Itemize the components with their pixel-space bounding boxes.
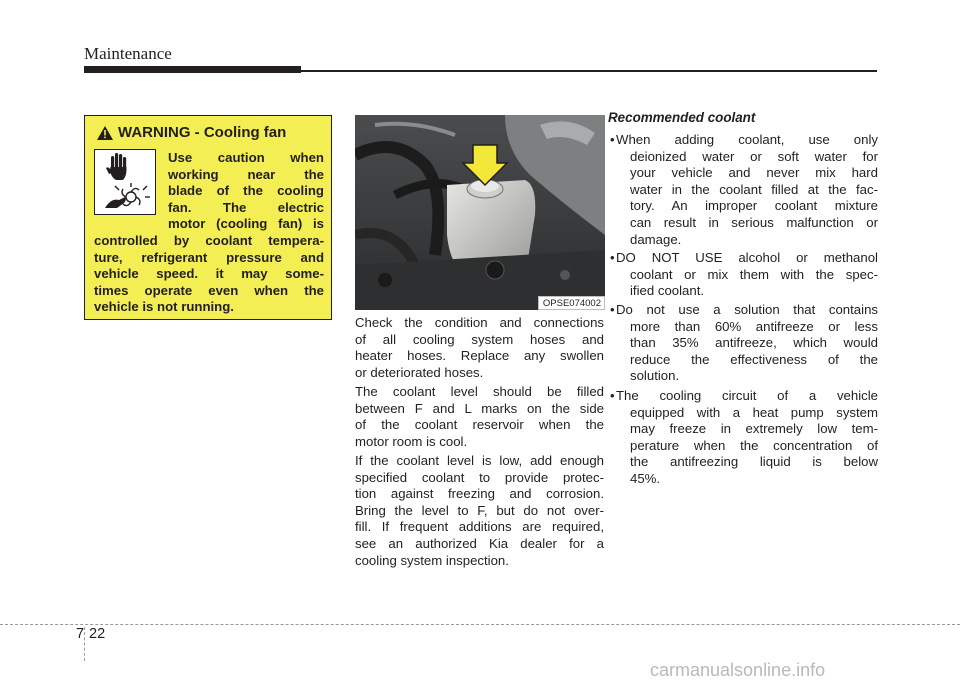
warning-text-line: controlled by coolant tempera- [94,233,324,248]
text-line: The coolant level should be filled [355,384,604,399]
text-line: can result in serious malfunction or [630,214,878,230]
header-rule-thin [301,70,877,72]
text-line: deionized water or soft water for [630,148,878,164]
text-line: tory. An improper coolant mixture [630,198,878,214]
bullet-dot: • [610,302,615,317]
warning-header [85,116,331,146]
warning-text-line: blade of the cooling [168,183,324,199]
header-rule-thick [84,66,301,73]
text-line: see an authorized Kia dealer for a [355,535,604,551]
warning-text-line: fan. The electric [168,199,324,215]
footer-rule [0,624,960,625]
chapter-number: 7 [76,626,85,642]
photo-label: OPSE074002 [538,296,605,310]
text-line: If the coolant level is low, add enough [355,453,604,468]
text-line: Do not use a solution that contains [616,302,878,317]
bullet-dot: • [610,132,615,147]
text-line: perature when the concentration of [630,437,878,453]
section-title: Recommended coolant [608,110,756,125]
warning-text-line: working near the [168,166,324,182]
warning-text-line: Use caution when [168,150,324,165]
body-paragraph [355,453,604,569]
bullet-dot: • [610,388,615,403]
text-line: more than 60% antifreeze or less [630,318,878,334]
text-line: than 35% antifreeze, which would [630,335,878,351]
text-line: The cooling circuit of a vehicle [616,388,878,403]
text-line: fill. If frequent additions are required, [355,519,604,535]
text-line: between F and L marks on the side [355,400,604,416]
body-paragraph [355,315,604,381]
text-line: your vehicle and never mix hard [630,165,878,181]
body-paragraph [355,384,604,450]
warning-text-line: times operate even when the [94,282,324,298]
text-line: equipped with a heat pump system [630,404,878,420]
text-line: may freeze in extremely low tem- [630,421,878,437]
text-line: cooling system inspection. [355,552,509,568]
text-line: tion against freezing and corrosion. [355,486,604,502]
warning-title: WARNING - Cooling fan [118,124,287,141]
warning-icon-box [94,149,156,215]
hand-stop-and-fan-icon [95,150,154,213]
warning-text-line: motor (cooling fan) is [168,216,324,232]
header-title: Maintenance [84,44,172,63]
text-line: coolant or mix them with the spec- [630,266,878,282]
warning-box [84,115,332,320]
engine-coolant-reservoir-photo [355,115,605,310]
warning-text-line: ture, refrigerant pressure and [94,249,324,265]
warning-text-line: vehicle is not running. [94,299,234,315]
text-line: Check the condition and connections [355,315,604,330]
text-line: motor room is cool. [355,433,468,449]
text-line: reduce the effectiveness of the [630,351,878,367]
text-line: ified coolant. [630,283,705,299]
text-line: Bring the level to F, but do not over- [355,502,604,518]
text-line: DO NOT USE alcohol or methanol [616,250,878,265]
text-line: solution. [630,368,680,384]
footer-divider [84,627,86,661]
warning-triangle-icon [96,125,114,141]
bullet-dot: • [610,250,615,265]
text-line: of all cooling system hoses and [355,331,604,347]
text-line: water in the coolant filled at the fac- [630,181,878,197]
text-line: 45%. [630,470,661,486]
text-line: or deteriorated hoses. [355,364,484,380]
text-line: heater hoses. Replace any swollen [355,348,604,364]
text-line: specified coolant to provide protec- [355,469,604,485]
watermark: carmanualsonline.info [650,660,826,680]
text-line: the antifreezing liquid is below [630,454,878,470]
text-line: When adding coolant, use only [616,132,878,147]
page-number: 22 [89,626,106,642]
text-line: damage. [630,231,682,247]
warning-text-line: vehicle speed. it may some- [94,266,324,282]
text-line: of the coolant reservoir when the [355,417,604,433]
